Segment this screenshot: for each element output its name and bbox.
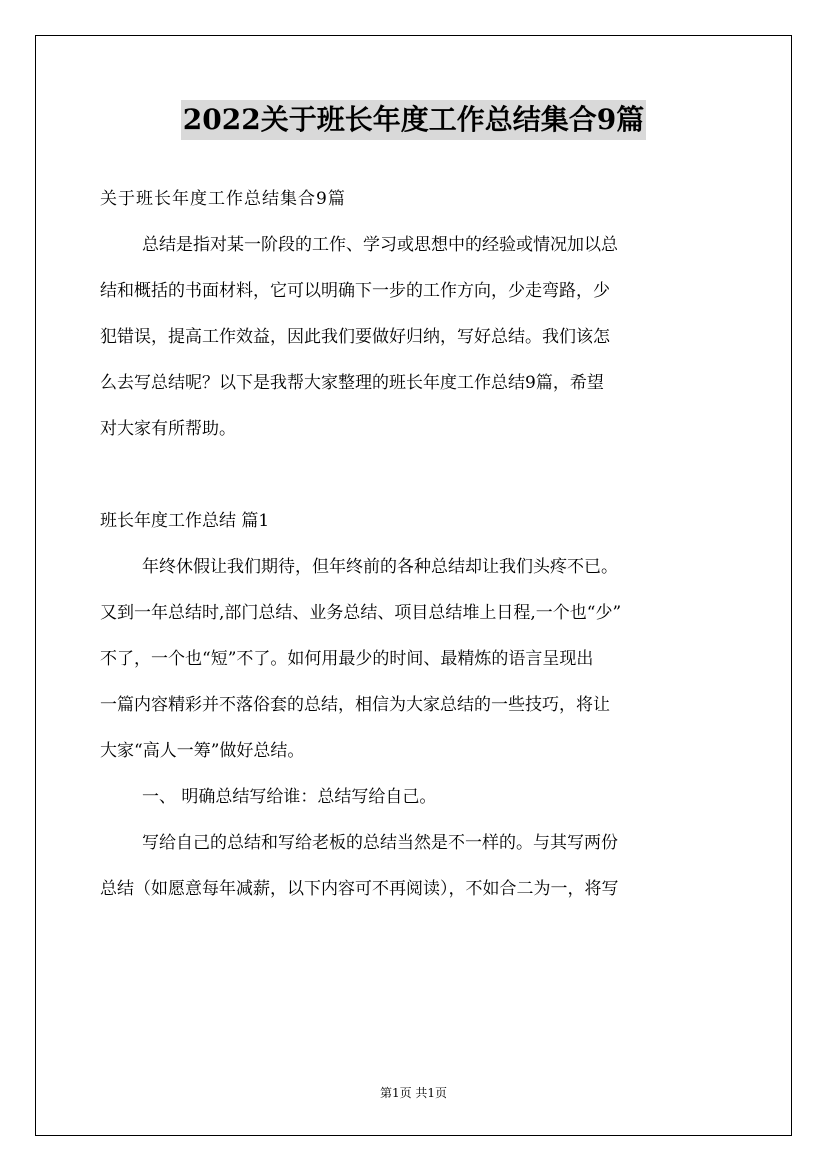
tail-line: 总结（如愿意每年减薪，以下内容可不再阅读），不如合二为一，将写 (100, 879, 619, 899)
page-footer: 第1页 共1页 (379, 1086, 448, 1100)
intro-line: 结和概括的书面材料，它可以明确下一步的工作方向，少走弯路，少 (100, 281, 610, 301)
section-line: 年终休假让我们期待，但年终前的各种总结却让我们头疼不已。 (142, 557, 618, 577)
title-wrapper (0, 100, 827, 140)
section-line: 一篇内容精彩并不落俗套的总结，相信为大家总结的一些技巧，将让 (100, 695, 610, 715)
intro-line: 总结是指对某一阶段的工作、学习或思想中的经验或情况加以总 (142, 235, 618, 255)
intro-line: 么去写总结呢？以下是我帮大家整理的班长年度工作总结9篇，希望 (100, 373, 604, 393)
document-subtitle: 关于班长年度工作总结集合9篇 (100, 189, 346, 209)
paragraph-spacer (100, 452, 727, 498)
document-title: 2022关于班长年度工作总结集合9篇 (181, 100, 646, 140)
section-heading: 班长年度工作总结 篇1 (100, 511, 270, 531)
point-one: 一、 明确总结写给谁：总结写给自己。 (142, 787, 437, 807)
intro-line: 犯错误，提高工作效益，因此我们要做好归纳，写好总结。我们该怎 (100, 327, 610, 347)
intro-line: 对大家有所帮助。 (100, 419, 236, 439)
tail-line: 写给自己的总结和写给老板的总结当然是不一样的。与其写两份 (142, 833, 618, 853)
section-line: 又到一年总结时,部门总结、业务总结、项目总结堆上日程,一个也“少” (100, 603, 622, 623)
section-line: 不了，一个也“短”不了。如何用最少的时间、最精炼的语言呈现出 (100, 649, 594, 669)
section-line: 大家“高人一筹”做好总结。 (100, 741, 305, 761)
document-body (100, 176, 727, 912)
